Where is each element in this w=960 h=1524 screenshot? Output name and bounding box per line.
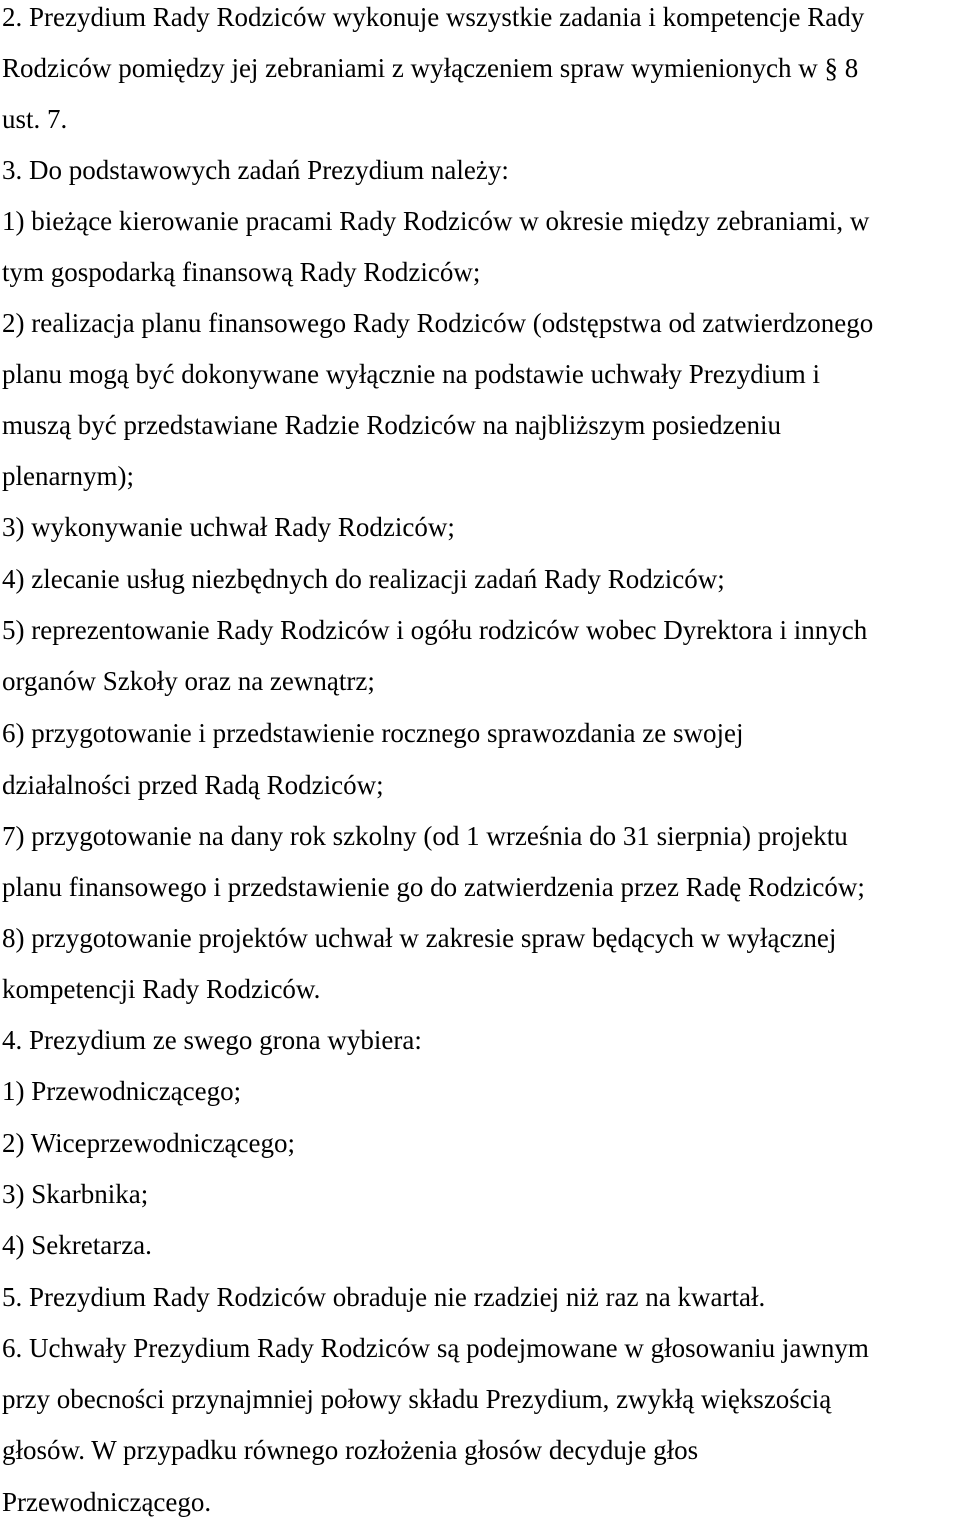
text-line: muszą być przedstawiane Radzie Rodziców na najbliższym posiedzeniu xyxy=(2,410,781,440)
text-line: 6) przygotowanie i przedstawienie rocznego sprawozdania ze swojej xyxy=(2,718,744,748)
text-line: 6. Uchwały Prezydium Rady Rodziców są podejmowane w głosowaniu jawnym xyxy=(2,1333,869,1363)
text-line: 3) wykonywanie uchwał Rady Rodziców; xyxy=(2,512,455,542)
text-line: 8) przygotowanie projektów uchwał w zakresie spraw będących w wyłącznej xyxy=(2,923,837,953)
text-line: 2) realizacja planu finansowego Rady Rodziców (odstępstwa od zatwierdzonego xyxy=(2,308,874,338)
text-line: ust. 7. xyxy=(2,104,68,134)
text-line: planu finansowego i przedstawienie go do zatwierdzenia przez Radę Rodziców; xyxy=(2,872,865,902)
text-line: plenarnym); xyxy=(2,461,134,491)
text-line: Rodziców pomiędzy jej zebraniami z wyłączeniem spraw wymienionych w § 8 xyxy=(2,53,859,83)
text-line: 5) reprezentowanie Rady Rodziców i ogółu rodziców wobec Dyrektora i innych xyxy=(2,615,868,645)
text-line: tym gospodarką finansową Rady Rodziców; xyxy=(2,257,481,287)
text-line: 5. Prezydium Rady Rodziców obraduje nie rzadziej niż raz na kwartał. xyxy=(2,1282,766,1312)
text-line: przy obecności przynajmniej połowy składu Prezydium, zwykłą większością xyxy=(2,1384,832,1414)
text-line: organów Szkoły oraz na zewnątrz; xyxy=(2,666,375,696)
text-line: 4) Sekretarza. xyxy=(2,1230,152,1260)
text-line: 3) Skarbnika; xyxy=(2,1179,149,1209)
text-line: działalności przed Radą Rodziców; xyxy=(2,770,384,800)
text-line: planu mogą być dokonywane wyłącznie na podstawie uchwały Prezydium i xyxy=(2,359,821,389)
text-line: głosów. W przypadku równego rozłożenia głosów decyduje głos xyxy=(2,1435,699,1465)
text-line: 2. Prezydium Rady Rodziców wykonuje wszystkie zadania i kompetencje Rady xyxy=(2,2,865,32)
text-line: 3. Do podstawowych zadań Prezydium należy: xyxy=(2,155,509,185)
text-line: 7) przygotowanie na dany rok szkolny (od 1 września do 31 sierpnia) projektu xyxy=(2,821,848,851)
text-line: 4) zlecanie usług niezbędnych do realizacji zadań Rady Rodziców; xyxy=(2,564,725,594)
text-line: 1) bieżące kierowanie pracami Rady Rodziców w okresie między zebraniami, w xyxy=(2,206,870,236)
text-line: 2) Wiceprzewodniczącego; xyxy=(2,1128,296,1158)
text-line: kompetencji Rady Rodziców. xyxy=(2,974,321,1004)
text-line: 4. Prezydium ze swego grona wybiera: xyxy=(2,1025,422,1055)
text-line: 1) Przewodniczącego; xyxy=(2,1076,242,1106)
text-line: Przewodniczącego. xyxy=(2,1487,212,1517)
